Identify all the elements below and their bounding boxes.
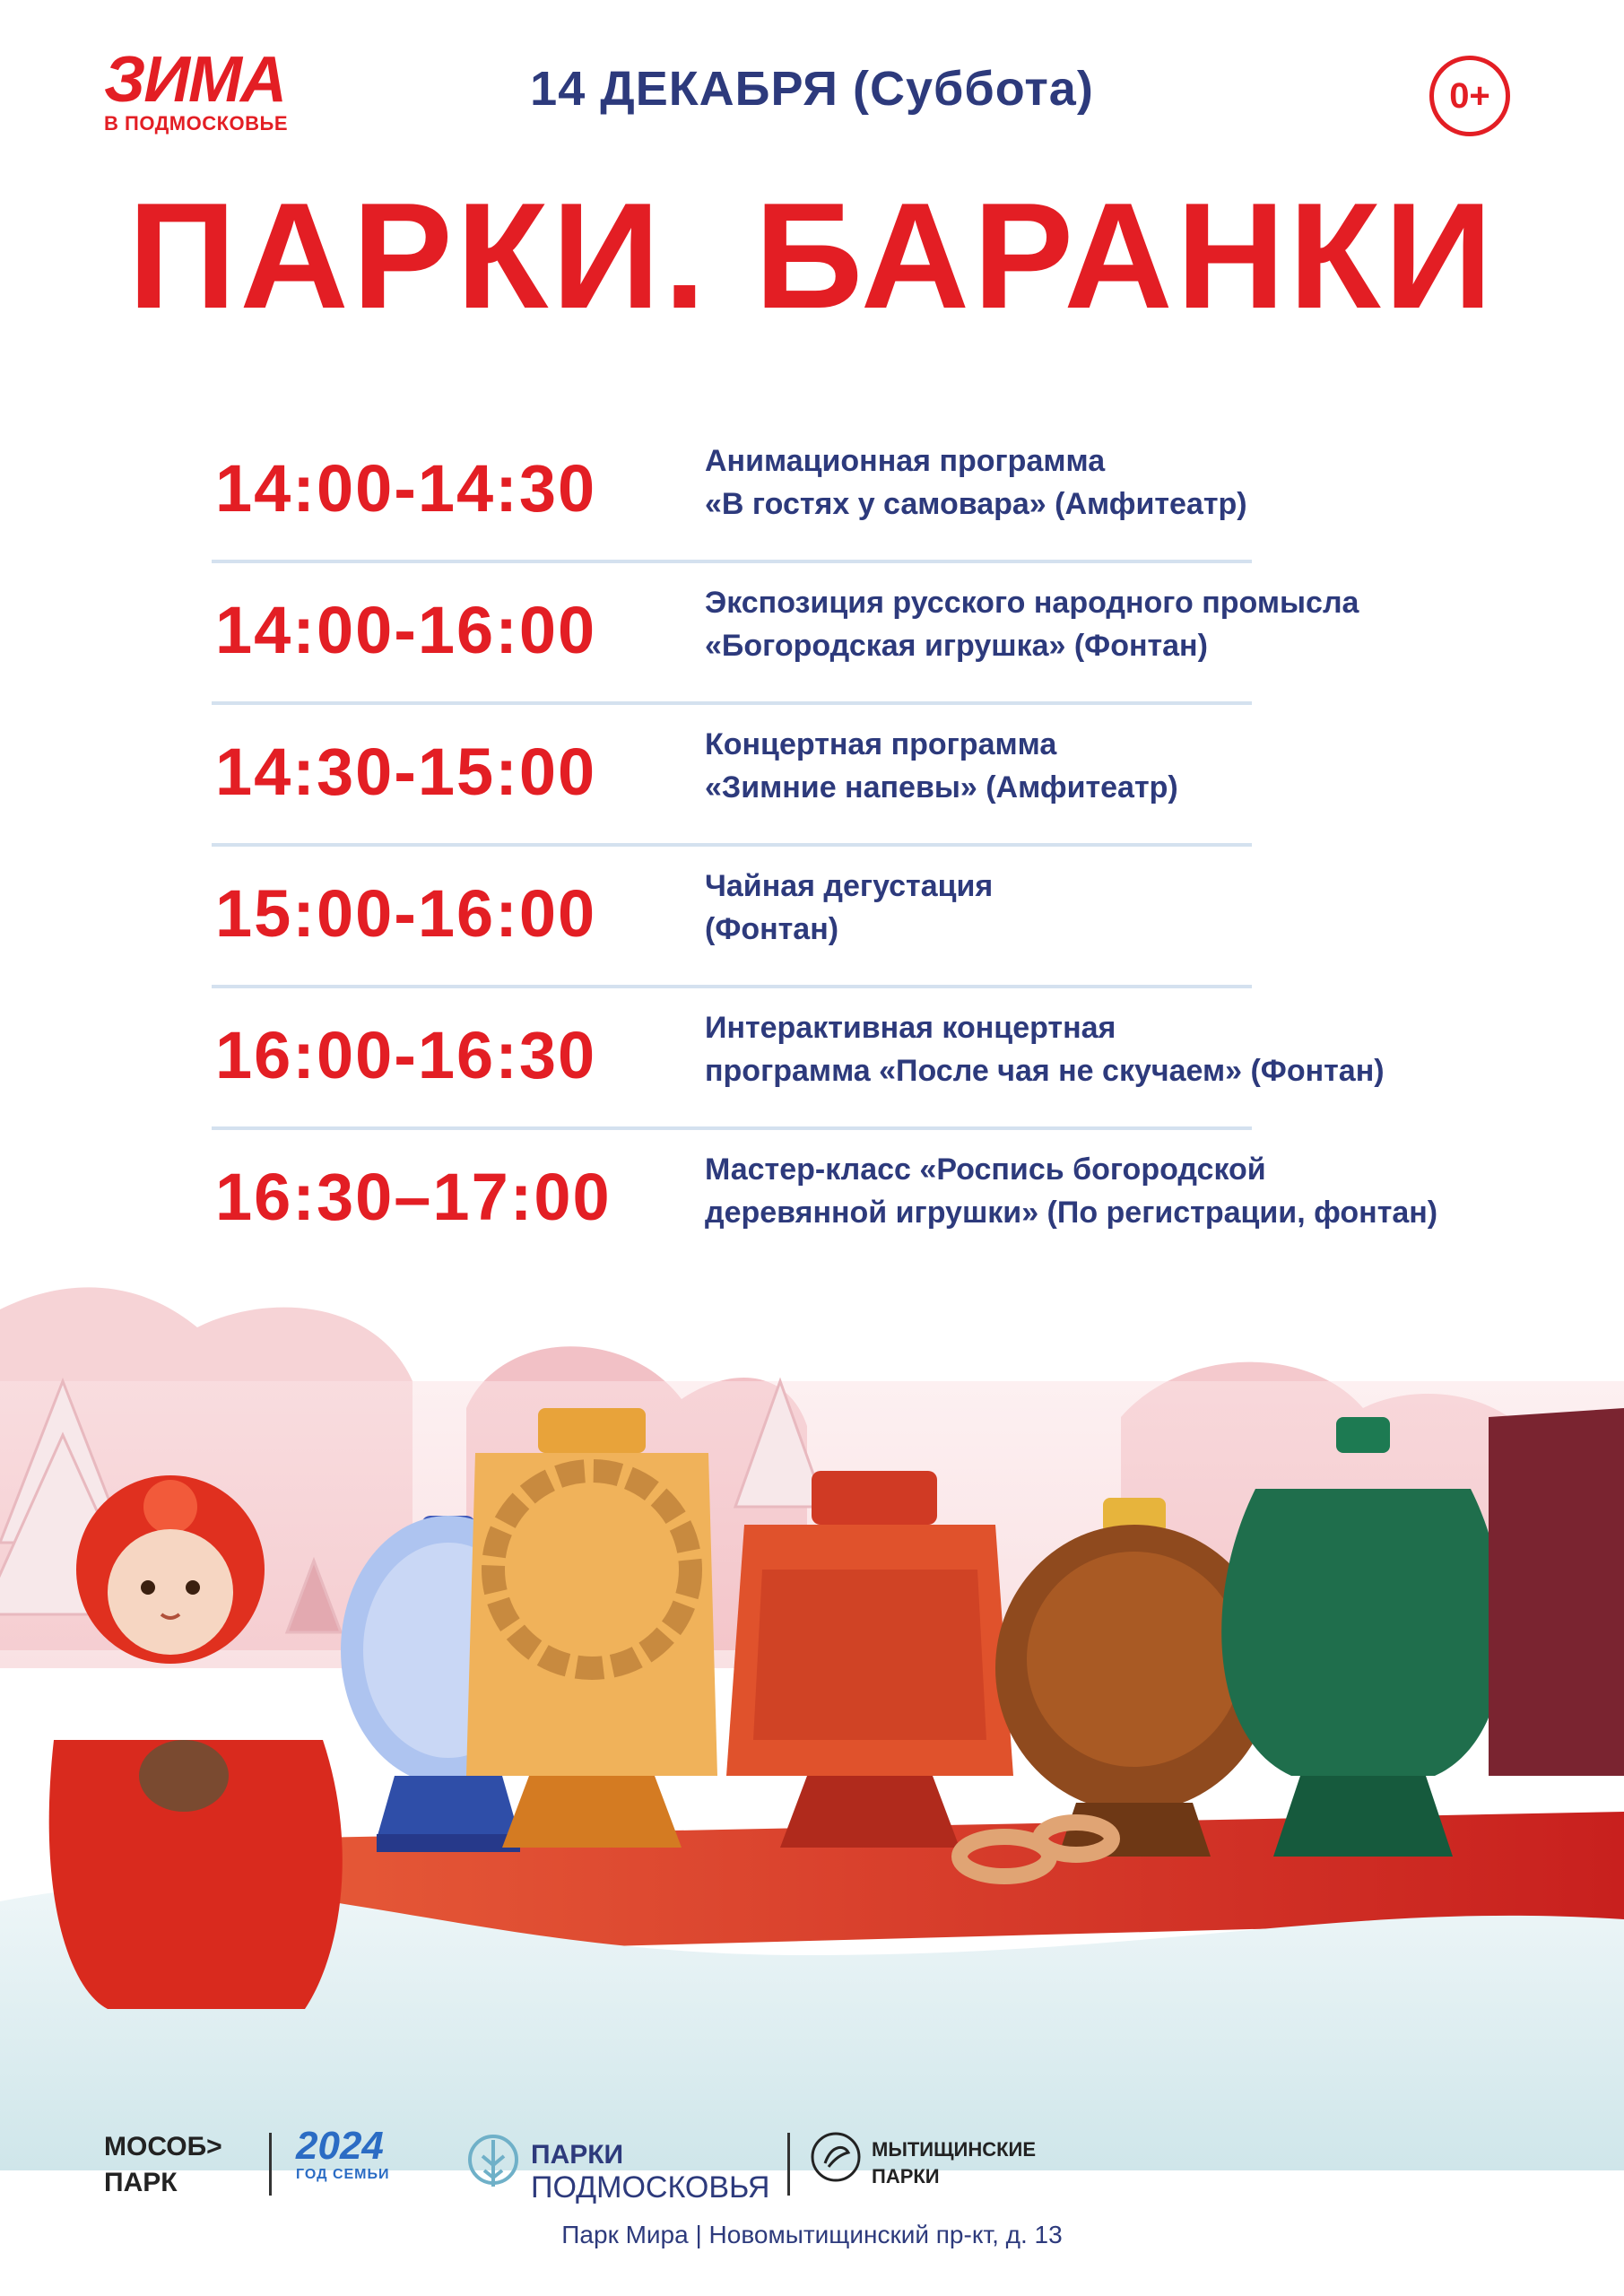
schedule-row [212, 988, 1385, 1130]
parki-podmoskovya-logo [466, 2124, 770, 2213]
schedule-desc-line: Экспозиция русского народного промысла [705, 586, 1359, 620]
schedule-description [705, 439, 1602, 526]
schedule-desc-line: Мастер-класс «Роспись богородской [705, 1152, 1266, 1187]
tree-leaf-icon [466, 2124, 520, 2213]
schedule-desc-line: программа «После чая не скучаем» (Фонтан) [705, 1054, 1385, 1088]
mytishchi-parks-logo [809, 2126, 1037, 2193]
schedule-desc-line: «Зимние напевы» (Амфитеатр) [705, 770, 1178, 804]
year-of-family-logo [296, 2126, 390, 2183]
event-date: 14 ДЕКАБРЯ (Суббота) [530, 62, 1094, 116]
schedule-time: 16:00-16:30 [215, 1018, 597, 1092]
mytishchi-logo-line2: ПАРКИ [872, 2165, 940, 2187]
schedule-desc-line: Концертная программа [705, 727, 1057, 761]
schedule-row [212, 705, 1252, 847]
schedule-list [212, 422, 1438, 1272]
schedule-desc-line: Анимационная программа [705, 444, 1106, 478]
mosobpark-logo-line2: ПАРК [104, 2168, 178, 2197]
schedule-desc-line: «Богородская игрушка» (Фонтан) [705, 629, 1208, 663]
schedule-row [212, 847, 1252, 988]
gold-samovar [466, 1408, 717, 1848]
maroon-samovar [1489, 1408, 1624, 1776]
red-samovar [726, 1471, 1013, 1848]
schedule-desc-line: (Фонтан) [705, 912, 839, 946]
schedule-row [212, 422, 1252, 563]
schedule-desc-line: Интерактивная концертная [705, 1011, 1116, 1045]
schedule-desc-line: Чайная дегустация [705, 869, 994, 903]
year-of-family-label: ГОД СЕМЬИ [296, 2167, 390, 2182]
schedule-description [705, 1006, 1602, 1092]
schedule-description [705, 723, 1602, 809]
parki-logo-line2: ПОДМОСКОВЬЯ [531, 2170, 770, 2205]
samovar-illustration [0, 1274, 1624, 2170]
zima-logo-subtitle: В ПОДМОСКОВЬЕ [104, 112, 289, 135]
schedule-description [705, 865, 1602, 951]
schedule-description [705, 581, 1602, 667]
mytishchi-logo-line1: МЫТИЩИНСКИЕ [872, 2138, 1037, 2161]
logo-divider [269, 2133, 272, 2196]
logo-divider [787, 2133, 790, 2196]
schedule-description [705, 1148, 1602, 1234]
schedule-time: 14:00-16:00 [215, 593, 597, 667]
schedule-time: 14:30-15:00 [215, 735, 597, 809]
mytishchi-logo-text [872, 2136, 1036, 2190]
age-rating-badge: 0+ [1429, 56, 1510, 136]
schedule-time: 15:00-16:00 [215, 876, 597, 951]
leaf-circle-icon [809, 2126, 863, 2188]
year-of-family-year: 2024 [296, 2124, 384, 2168]
mosobpark-logo-line1: МОСОБ> [104, 2132, 222, 2161]
parki-logo-line1: ПАРКИ [531, 2140, 624, 2170]
footer-logos [0, 2108, 1624, 2224]
schedule-desc-line: «В гостях у самовара» (Амфитеатр) [705, 487, 1247, 521]
schedule-time: 16:30–17:00 [215, 1160, 612, 1234]
zima-logo-title: ЗИМА [104, 44, 286, 116]
event-address: Парк Мира | Новомытищинский пр-кт, д. 13 [561, 2221, 1063, 2248]
mosobpark-logo [104, 2129, 222, 2201]
schedule-row [212, 1130, 1438, 1272]
schedule-desc-line: деревянной игрушки» (По регистрации, фонтан) [705, 1196, 1438, 1230]
schedule-time: 14:00-14:30 [215, 451, 597, 526]
page-title: ПАРКИ. БАРАНКИ [127, 171, 1497, 340]
schedule-row [212, 563, 1359, 705]
